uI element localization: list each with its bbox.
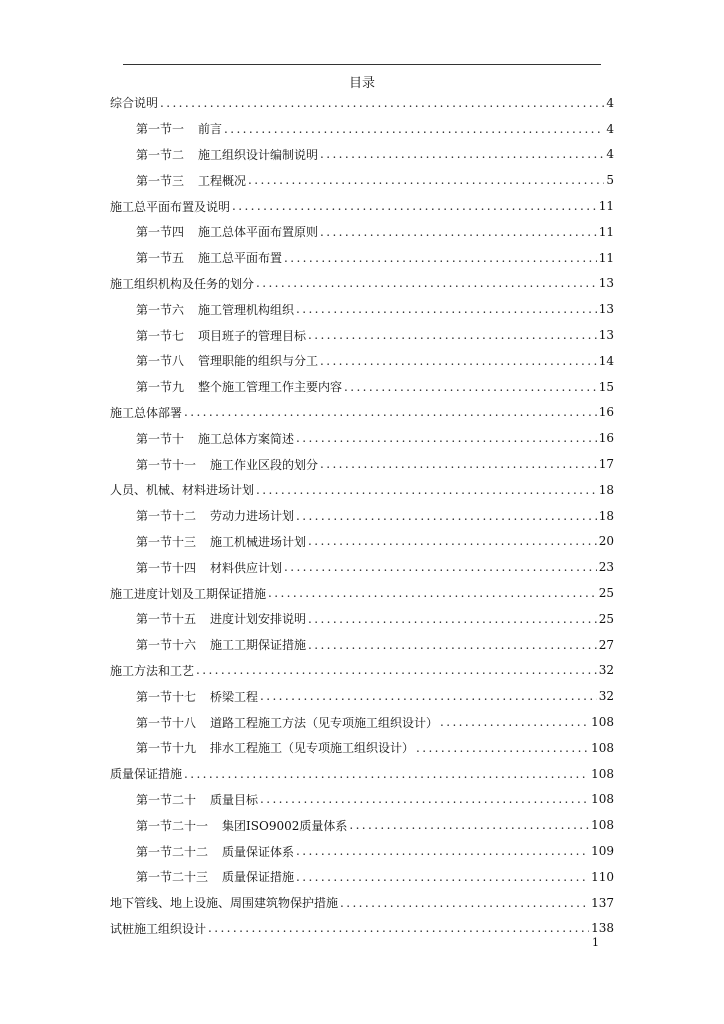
toc-entry[interactable]	[110, 271, 614, 297]
toc-dot-leader	[184, 405, 597, 419]
toc-section-number: 第一节十九	[136, 741, 197, 756]
toc-section-number: 第一节二十三	[136, 870, 209, 885]
toc-dot-leader	[349, 818, 589, 832]
toc-page-number: 32	[598, 663, 614, 678]
toc-entry-label: 试桩施工组织设计	[110, 921, 207, 936]
toc-entry[interactable]	[110, 116, 614, 142]
toc-dot-leader	[284, 560, 597, 574]
toc-dot-leader	[320, 354, 597, 368]
toc-entry-label: 施工总体部署	[110, 405, 183, 420]
toc-dot-leader	[320, 225, 597, 239]
toc-dot-leader	[416, 741, 589, 755]
toc-entry-label: 施工总平面布置	[198, 251, 283, 266]
toc-dot-leader	[320, 457, 597, 471]
toc-page-number: 108	[591, 818, 614, 833]
toc-page-number: 11	[598, 224, 614, 239]
toc-entry-label: 桥梁工程	[210, 689, 259, 704]
toc-section-number: 第一节十六	[136, 638, 197, 653]
toc-page-number: 108	[591, 766, 614, 781]
toc-entry-label: 施工方法和工艺	[110, 663, 195, 678]
toc-dot-leader	[344, 380, 597, 394]
toc-entry-label: 施工工期保证措施	[210, 638, 307, 653]
toc-entry-label: 材料供应计划	[210, 560, 283, 575]
toc-section-number: 第一节二	[136, 147, 185, 162]
header-rule	[123, 64, 601, 65]
toc-entry-label: 集团ISO9002质量体系	[222, 818, 348, 833]
toc-entry-label: 施工机械进场计划	[210, 534, 307, 549]
toc-dot-leader	[284, 251, 597, 265]
toc-entry-label: 质量保证措施	[110, 767, 183, 782]
toc-dot-leader	[308, 328, 597, 342]
toc-entry-label: 工程概况	[198, 173, 247, 188]
toc-page-number: 137	[591, 895, 614, 910]
toc-dot-leader	[296, 509, 597, 523]
toc-entry-label: 施工组织设计编制说明	[198, 147, 319, 162]
toc-section-number: 第一节十一	[136, 457, 197, 472]
toc-section-number: 第一节五	[136, 251, 185, 266]
toc-page-number: 110	[591, 869, 614, 884]
toc-entry[interactable]	[110, 812, 614, 838]
toc-entry-label: 前言	[198, 122, 223, 137]
toc-dot-leader	[308, 638, 597, 652]
toc-entry[interactable]	[110, 425, 614, 451]
toc-page-number: 5	[606, 173, 614, 188]
toc-page-number: 138	[591, 921, 614, 936]
toc-entry[interactable]	[110, 245, 614, 271]
toc-page-number: 13	[598, 328, 614, 343]
toc-dot-leader	[308, 612, 597, 626]
toc-entry[interactable]	[110, 787, 614, 813]
toc-section-number: 第一节三	[136, 173, 185, 188]
toc-entry[interactable]	[110, 503, 614, 529]
toc-entry[interactable]	[110, 529, 614, 555]
toc-dot-leader	[232, 199, 597, 213]
toc-section-number: 第一节十三	[136, 534, 197, 549]
toc-page-number: 108	[591, 792, 614, 807]
toc-page-number: 18	[598, 508, 614, 523]
toc-entry[interactable]	[110, 219, 614, 245]
toc-section-number: 第一节六	[136, 302, 185, 317]
toc-section-number: 第一节二十二	[136, 844, 209, 859]
toc-dot-leader	[160, 96, 604, 110]
toc-dot-leader	[308, 534, 597, 548]
toc-dot-leader	[260, 689, 597, 703]
toc-section-number: 第一节二十	[136, 792, 197, 807]
toc-entry-label: 施工作业区段的划分	[210, 457, 319, 472]
toc-entry[interactable]	[110, 477, 614, 503]
toc-section-number: 第一节十八	[136, 715, 197, 730]
toc-entry-label: 施工管理机构组织	[198, 302, 295, 317]
toc-section-number: 第一节十五	[136, 612, 197, 627]
toc-entry[interactable]	[110, 683, 614, 709]
toc-dot-leader	[268, 586, 597, 600]
toc-dot-leader	[256, 276, 597, 290]
toc-entry-label: 地下管线、地上设施、周围建筑物保护措施	[110, 896, 339, 911]
toc-dot-leader	[320, 147, 604, 161]
toc-entry[interactable]	[110, 761, 614, 787]
toc-dot-leader	[208, 921, 589, 935]
toc-page-number: 27	[598, 637, 614, 652]
toc-entry[interactable]	[110, 580, 614, 606]
toc-entry[interactable]	[110, 374, 614, 400]
toc-entry-label: 施工总平面布置及说明	[110, 199, 231, 214]
toc-entry-label: 质量保证体系	[222, 844, 295, 859]
toc-page-number: 18	[598, 482, 614, 497]
toc-section-number: 第一节十二	[136, 509, 197, 524]
toc-entry[interactable]	[110, 400, 614, 426]
toc-page-number: 13	[598, 302, 614, 317]
toc-entry-label: 综合说明	[110, 96, 159, 111]
page-title: 目录	[348, 76, 375, 91]
toc-page-number: 32	[598, 689, 614, 704]
toc-dot-leader	[440, 715, 589, 729]
toc-entry-label: 管理职能的组织与分工	[198, 354, 319, 369]
toc-dot-leader	[196, 663, 597, 677]
toc-page-number: 108	[591, 715, 614, 730]
toc-page-number: 23	[598, 560, 614, 575]
toc-entry-label: 施工进度计划及工期保证措施	[110, 586, 267, 601]
toc-entry[interactable]	[110, 658, 614, 684]
toc-entry[interactable]	[110, 322, 614, 348]
toc-entry[interactable]	[110, 916, 614, 942]
toc-page-number: 20	[598, 534, 614, 549]
toc-page-number: 11	[598, 199, 614, 214]
toc-section-number: 第一节七	[136, 328, 185, 343]
toc-entry[interactable]	[110, 735, 614, 761]
toc-dot-leader	[296, 844, 589, 858]
toc-section-number: 第一节一	[136, 122, 185, 137]
toc-entry-label: 施工总体方案简述	[198, 431, 295, 446]
toc-page-number: 25	[598, 586, 614, 601]
toc-entry[interactable]	[110, 296, 614, 322]
toc-entry[interactable]	[110, 90, 614, 116]
toc-entry-label: 排水工程施工（见专项施工组织设计）	[210, 741, 415, 756]
toc-dot-leader	[184, 767, 589, 781]
toc-entry[interactable]	[110, 167, 614, 193]
toc-page-number: 108	[591, 740, 614, 755]
toc-entry-label: 施工总体平面布置原则	[198, 225, 319, 240]
toc-page-number: 109	[591, 844, 614, 858]
toc-entry-label: 整个施工管理工作主要内容	[198, 380, 343, 395]
toc-entry[interactable]	[110, 890, 614, 916]
toc-entry-label: 道路工程施工方法（见专项施工组织设计）	[210, 715, 439, 730]
toc-section-number: 第一节十	[136, 431, 185, 446]
toc-dot-leader	[260, 792, 589, 806]
toc-section-number: 第一节九	[136, 380, 185, 395]
toc-section-number: 第一节二十一	[136, 818, 209, 833]
toc-entry-label: 质量目标	[210, 792, 259, 807]
toc-entry[interactable]	[110, 709, 614, 735]
toc-section-number: 第一节四	[136, 225, 185, 240]
toc-entry[interactable]	[110, 193, 614, 219]
toc-entry[interactable]	[110, 142, 614, 168]
toc-dot-leader	[248, 173, 604, 187]
toc-dot-leader	[224, 122, 604, 136]
toc-dot-leader	[296, 870, 589, 884]
toc-entry-label: 项目班子的管理目标	[198, 328, 307, 343]
toc-entry-label: 进度计划安排说明	[210, 612, 307, 627]
toc-page-number: 13	[598, 276, 614, 291]
toc-dot-leader	[296, 302, 597, 316]
toc-section-number: 第一节八	[136, 354, 185, 369]
toc-entry-label: 施工组织机构及任务的划分	[110, 276, 255, 291]
toc-page-number: 16	[598, 431, 614, 446]
toc-entry[interactable]	[110, 451, 614, 477]
toc-entry[interactable]	[110, 632, 614, 658]
toc-entry[interactable]	[110, 606, 614, 632]
toc-page-number: 14	[598, 353, 614, 368]
table-of-contents	[110, 90, 614, 941]
toc-dot-leader	[256, 483, 597, 497]
page-number: 1	[592, 936, 599, 949]
toc-page-number: 17	[598, 457, 614, 472]
toc-page-number: 4	[606, 95, 614, 110]
toc-section-number: 第一节十七	[136, 689, 197, 704]
toc-entry-label: 劳动力进场计划	[210, 509, 295, 524]
toc-page-number: 16	[598, 405, 614, 420]
toc-page-number: 4	[606, 121, 614, 136]
toc-dot-leader	[296, 431, 597, 445]
toc-page-number: 4	[606, 147, 614, 162]
toc-entry[interactable]	[110, 554, 614, 580]
toc-section-number: 第一节十四	[136, 560, 197, 575]
toc-dot-leader	[340, 896, 589, 910]
toc-entry-label: 人员、机械、材料进场计划	[110, 483, 255, 498]
toc-entry[interactable]	[110, 838, 614, 864]
toc-entry[interactable]	[110, 348, 614, 374]
toc-entry[interactable]	[110, 864, 614, 890]
toc-page-number: 11	[598, 250, 614, 265]
toc-entry-label: 质量保证措施	[222, 870, 295, 885]
toc-page-number: 25	[598, 611, 614, 626]
toc-page-number: 15	[598, 379, 614, 394]
